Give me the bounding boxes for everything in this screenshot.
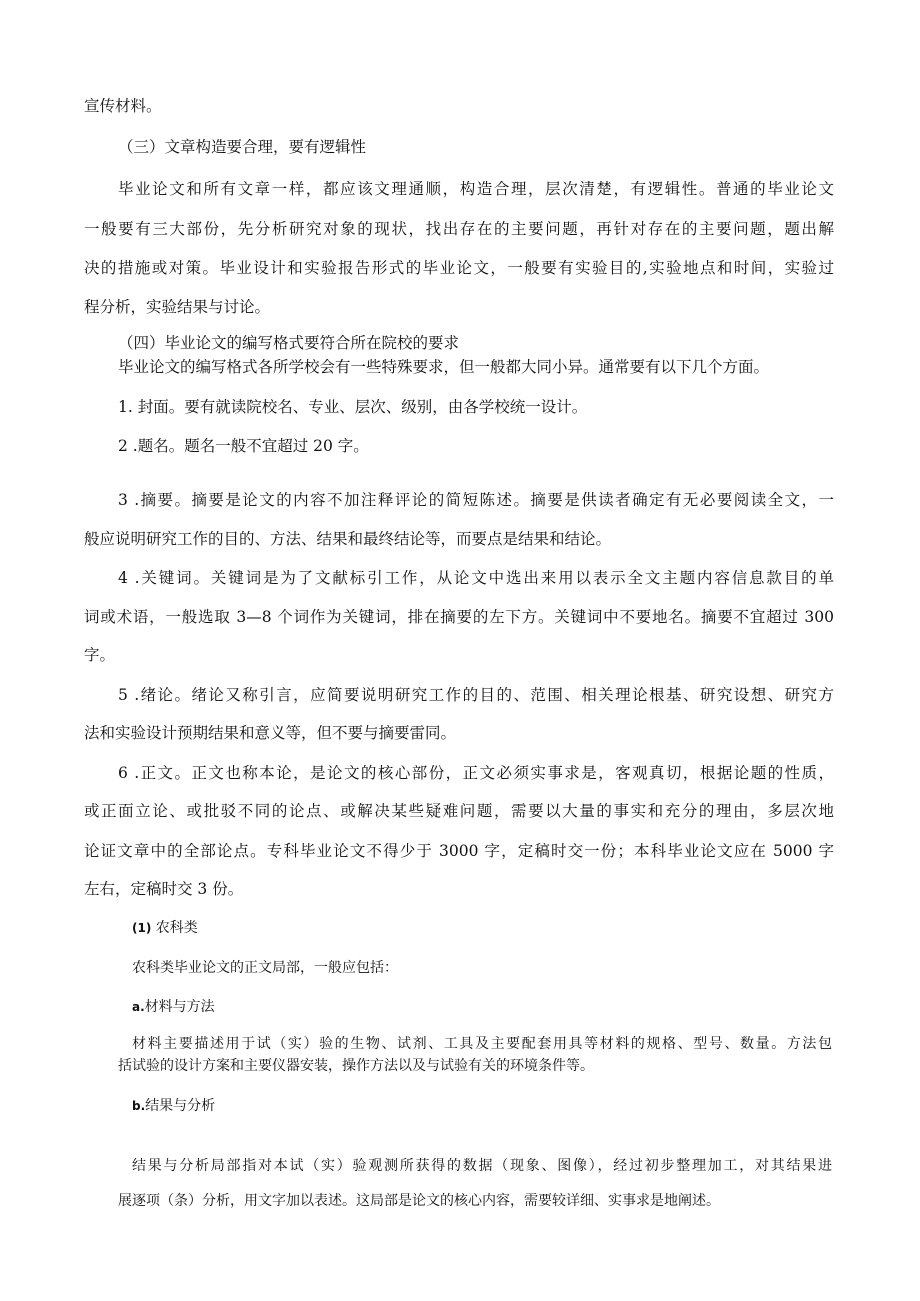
paragraph-line: 决的措施或对策。毕业设计和实验报告形式的毕业论文，一般要有实验目的,实验地点和时间，实验过: [84, 259, 834, 277]
paragraph-line: 结果与分析局部指对本试（实）验观测所获得的数据（现象、图像），经过初步整理加工，对其结果进: [132, 1158, 832, 1174]
list-item-6-line: 左右，定稿时交 3 份。: [84, 880, 244, 898]
subheading-title: 结果与分析: [145, 1098, 216, 1114]
subsection-number: (1): [132, 921, 152, 935]
section-heading-4: （四）毕业论文的编写格式要符合所在院校的要求: [118, 334, 460, 352]
list-item-3-line: 3 .摘要。摘要是论文的内容不加注释评论的简短陈述。摘要是供读者确定有无必要阅读全文，一: [118, 491, 834, 509]
list-item-2: 2 .题名。题名一般不宜超过 20 字。: [118, 437, 369, 455]
paragraph-line: 程分析，实验结果与讨论。: [84, 298, 271, 316]
list-item-4-line: 词或术语，一般选取 3—8 个词作为关键词，排在摘要的左下方。关键词中不要地名。摘要不宜超过 300: [84, 608, 834, 626]
list-item-6-line: 或正面立论、或批驳不同的论点、或解决某些疑难问题，需要以大量的事实和充分的理由，多层次地: [84, 802, 834, 820]
subsection-title: 农科类: [151, 920, 198, 936]
list-item-5-line: 5 .绪论。绪论又称引言，应简要说明研究工作的目的、范围、相关理论根基、研究设想、研究方: [118, 686, 834, 704]
paragraph-line: 括试验的设计方案和主要仪器安装，操作方法以及与试验有关的环境条件等。: [118, 1058, 594, 1074]
paragraph-line: 一般要有三大部份，先分析研究对象的现状，找出存在的主要问题，再针对存在的主要问题，题出解: [84, 220, 834, 238]
list-item-4-line: 4 .关键词。关键词是为了文献标引工作，从论文中选出来用以表示全文主题内容信息款目的单: [118, 569, 834, 587]
subheading-results-analysis: [132, 1096, 215, 1116]
list-item-6-line: 6 .正文。正文也称本论，是论文的核心部份，正文必须实事求是，客观真切，根据论题的性质，: [118, 764, 834, 782]
subsection-agriculture: [132, 918, 198, 938]
list-item-5-line: 法和实验设计预期结果和意义等，但不要与摘要雷同。: [84, 724, 457, 742]
list-item-1: 1. 封面。要有就读院校名、专业、层次、级别，由各学校统一设计。: [118, 398, 588, 416]
paragraph-tail: 宣传材料。: [84, 97, 162, 115]
subheading-label: a.: [132, 1000, 145, 1014]
subsection-intro: 农科类毕业论文的正文局部，一般应包括：: [132, 960, 398, 976]
subheading-label: b.: [132, 1099, 146, 1113]
subheading-materials-methods: [132, 997, 215, 1017]
paragraph-line: 毕业论文和所有文章一样，都应该文理通顺，构造合理，层次清楚，有逻辑性。普通的毕业论文: [118, 180, 834, 198]
list-item-3-line: 般应说明研究工作的目的、方法、结果和最终结论等，而要点是结果和结论。: [84, 530, 612, 548]
list-item-4-line: 字。: [84, 646, 116, 664]
paragraph-line: 毕业论文的编写格式各所学校会有一些特殊要求，但一般都大同小异。通常要有以下几个方面。: [118, 358, 770, 376]
subheading-title: 材料与方法: [144, 999, 215, 1015]
list-item-6-line: 论证文章中的全部论点。专科毕业论文不得少于 3000 字，定稿时交一份；本科毕业论文应在 5000 字: [84, 842, 834, 860]
paragraph-line: 材料主要描述用于试（实）验的生物、试剂、工具及主要配套用具等材料的规格、型号、数量。方法包: [132, 1036, 832, 1052]
section-heading-3: （三）文章构造要合理，要有逻辑性: [118, 138, 367, 156]
paragraph-line: 展逐项（条）分析，用文字加以表述。这局部是论文的核心内容，需要较详细、实事求是地阐述。: [118, 1193, 720, 1209]
